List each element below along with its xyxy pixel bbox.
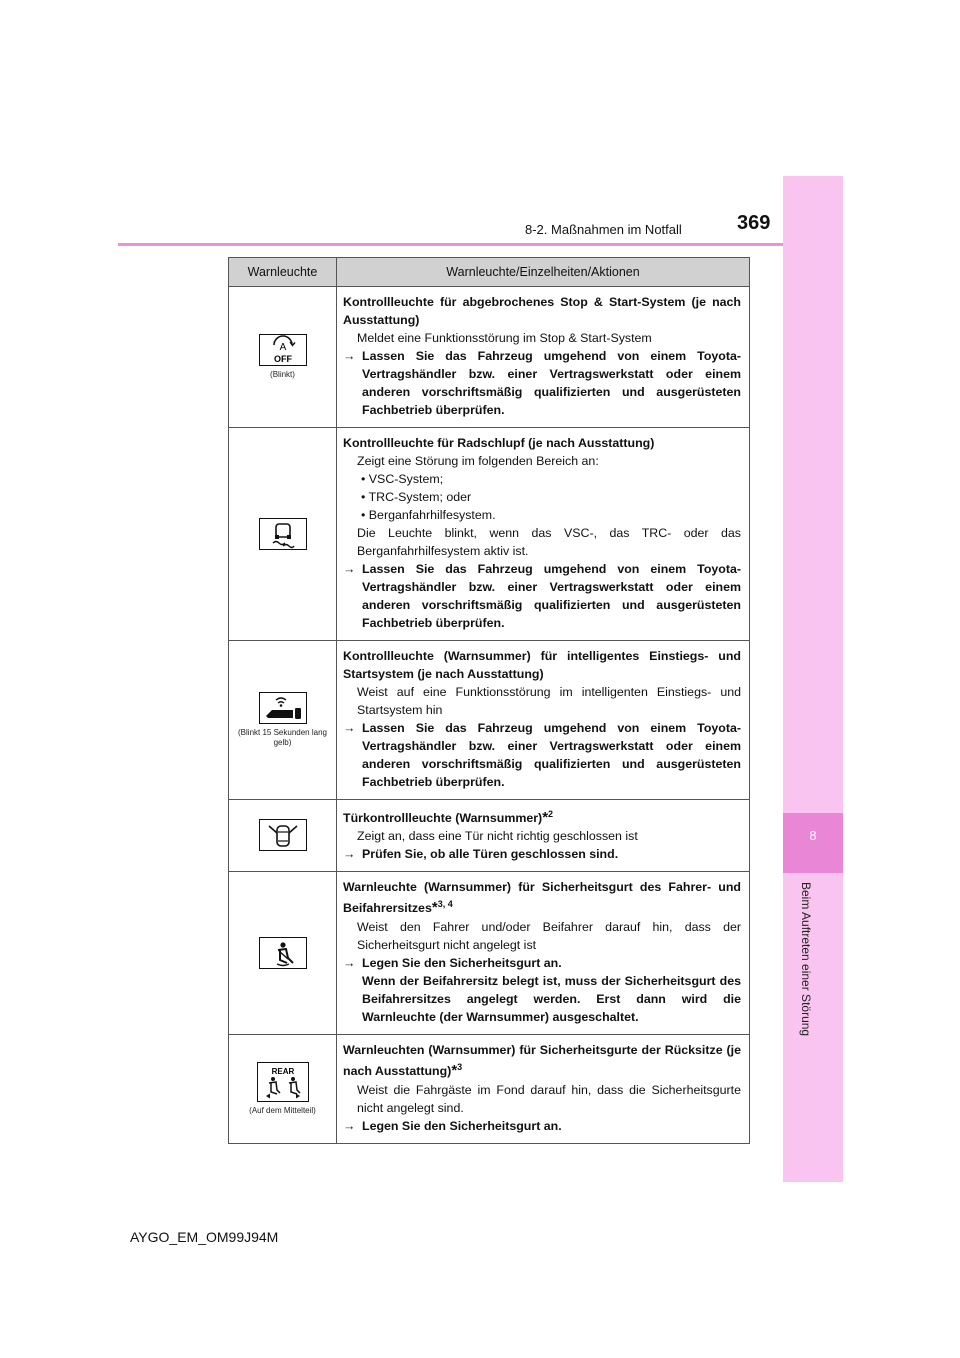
description-cell <box>337 1034 750 1143</box>
list-item-text: TRC-System; oder <box>368 489 472 504</box>
bullet-icon: • <box>361 489 366 504</box>
arrow-icon: → <box>343 720 356 735</box>
list-item <box>343 507 741 525</box>
arrow-icon: → <box>343 561 356 576</box>
section-title: 8-2. Maßnahmen im Notfall <box>525 222 682 237</box>
bullet-icon: • <box>361 471 366 486</box>
description-cell <box>337 872 750 1035</box>
seatbelt-icon <box>259 937 307 969</box>
row-title-text: Türkontrollleuchte (Warnsummer) <box>343 810 543 825</box>
icon-note: (Auf dem Mittelteil) <box>249 1106 316 1115</box>
rear-icon-text: REAR <box>271 1067 294 1076</box>
column-header-light: Warnleuchte <box>229 258 337 287</box>
row-action-text: Wenn der Beifahrersitz belegt ist, muss der Sicherheitsgurt des Beifahrersitzes angelegt werden. Erst dann wird die Warnleuchte (der Warnsummer) ausgeschaltet. <box>362 974 741 1024</box>
row-action-text: Legen Sie den Sicherheitsgurt an. <box>362 1118 562 1133</box>
row-description: Zeigt an, dass eine Tür nicht richtig geschlossen ist <box>357 829 638 844</box>
rear-seatbelt-icon <box>257 1062 309 1102</box>
row-title-text: Warnleuchten (Warnsummer) für Sicherheitsgurte der Rücksitze (je nach Ausstattung) <box>343 1042 741 1078</box>
list-item-text: Berganfahrhilfesystem. <box>368 507 496 522</box>
arrow-icon: → <box>343 1118 356 1133</box>
smart-entry-key-icon <box>259 692 307 724</box>
table-header-row <box>229 258 750 287</box>
footnote-star: * <box>542 808 549 826</box>
chapter-side-strip <box>783 176 843 1182</box>
chapter-number: 8 <box>809 828 817 843</box>
description-cell <box>337 799 750 872</box>
table-row <box>229 287 750 428</box>
row-action <box>343 1118 741 1136</box>
chapter-tab <box>783 813 843 873</box>
row-title <box>343 807 741 829</box>
footnote-ref: 3 <box>457 1061 463 1072</box>
icon-note: (Blinkt) <box>270 370 295 380</box>
chapter-title: Beim Auftreten einer Störung <box>799 882 813 1037</box>
table-row <box>229 640 750 799</box>
arrow-icon: → <box>343 348 356 363</box>
table-row <box>229 872 750 1035</box>
row-description: Zeigt eine Störung im folgenden Bereich an: <box>357 453 599 468</box>
slip-indicator-icon <box>259 518 307 550</box>
row-title-text: Warnleuchte (Warnsummer) für Sicherheitsgurt des Fahrer- und Beifahrersitzes <box>343 880 741 916</box>
icon-cell <box>229 287 337 428</box>
row-action <box>343 955 741 973</box>
row-action-text: Lassen Sie das Fahrzeug umgehend von einem Toyota-Vertragshändler bzw. einer Vertragswerkstatt oder einem anderen vorschriftsmäßig qualifizierten und ausgerüsteten Fachbetrieb überprüfen. <box>362 720 741 789</box>
list-item-text: VSC-System; <box>368 471 444 486</box>
list-item <box>343 471 741 489</box>
footnote-star: * <box>451 1061 458 1079</box>
row-action-text: Legen Sie den Sicherheitsgurt an. <box>362 956 562 971</box>
column-header-details: Warnleuchte/Einzelheiten/Aktionen <box>337 258 750 287</box>
row-action <box>343 561 741 633</box>
icon-cell <box>229 1034 337 1143</box>
auto-stop-off-icon <box>259 334 307 366</box>
icon-cell <box>229 640 337 799</box>
header-rule <box>118 243 783 246</box>
door-open-icon <box>259 819 307 851</box>
icon-note: (Blinkt 15 Sekunden lang gelb) <box>238 728 327 747</box>
row-title: Kontrollleuchte für Radschlupf (je nach Ausstattung) <box>343 435 655 450</box>
document-code: AYGO_EM_OM99J94M <box>130 1229 279 1245</box>
footnote-ref: 3, 4 <box>437 899 453 910</box>
bullet-icon: • <box>361 507 366 522</box>
arrow-icon: → <box>343 956 356 971</box>
row-description: Weist auf eine Funktionsstörung im intelligenten Einstiegs- und Startsystem hin <box>357 684 741 717</box>
table-row <box>229 427 750 640</box>
auto-stop-off-text: OFF <box>273 354 292 365</box>
description-cell <box>337 427 750 640</box>
row-title: Kontrollleuchte (Warnsummer) für intelligentes Einstiegs- und Startsystem (je nach Ausstattung) <box>343 648 741 681</box>
table-row <box>229 1034 750 1143</box>
footnote-star: * <box>431 899 438 917</box>
row-action-text: Lassen Sie das Fahrzeug umgehend von einem Toyota-Vertragshändler bzw. einer Vertragswerkstatt oder einem anderen vorschriftsmäßig qualifizierten und ausgerüsteten Fachbetrieb überprüfen. <box>362 348 741 417</box>
row-action <box>343 846 741 864</box>
table-row <box>229 799 750 872</box>
warning-light-table <box>228 257 750 1144</box>
row-description: Meldet eine Funktionsstörung im Stop & Start-System <box>357 330 652 345</box>
row-title: Kontrollleuchte für abgebrochenes Stop & Start-System (je nach Ausstattung) <box>343 295 741 327</box>
icon-cell <box>229 427 337 640</box>
row-description-2: Die Leuchte blinkt, wenn das VSC-, das TRC- oder das Berganfahrhilfesystem aktiv ist. <box>357 525 741 558</box>
row-title <box>343 1042 741 1082</box>
description-cell <box>337 287 750 428</box>
row-action-text: Lassen Sie das Fahrzeug umgehend von einem Toyota-Vertragshändler bzw. einer Vertragswerkstatt oder einem anderen vorschriftsmäßig qualifizierten und ausgerüsteten Fachbetrieb überprüfen. <box>362 561 741 630</box>
auto-stop-letter: A <box>279 342 286 354</box>
footnote-ref: 2 <box>548 808 554 819</box>
list-item <box>343 489 741 507</box>
row-action <box>343 348 741 420</box>
page-number: 369 <box>737 212 771 234</box>
icon-cell <box>229 799 337 872</box>
description-cell <box>337 640 750 799</box>
icon-cell <box>229 872 337 1035</box>
row-description: Weist die Fahrgäste im Fond darauf hin, dass die Sicherheitsgurte nicht angelegt sind. <box>357 1082 741 1115</box>
row-action-2 <box>343 973 741 1027</box>
row-title <box>343 879 741 919</box>
row-action-text: Prüfen Sie, ob alle Türen geschlossen sind. <box>362 847 619 862</box>
row-action <box>343 720 741 792</box>
row-description: Weist den Fahrer und/oder Beifahrer darauf hin, dass der Sicherheitsgurt nicht angelegt ist <box>357 920 741 953</box>
arrow-icon: → <box>343 847 356 862</box>
